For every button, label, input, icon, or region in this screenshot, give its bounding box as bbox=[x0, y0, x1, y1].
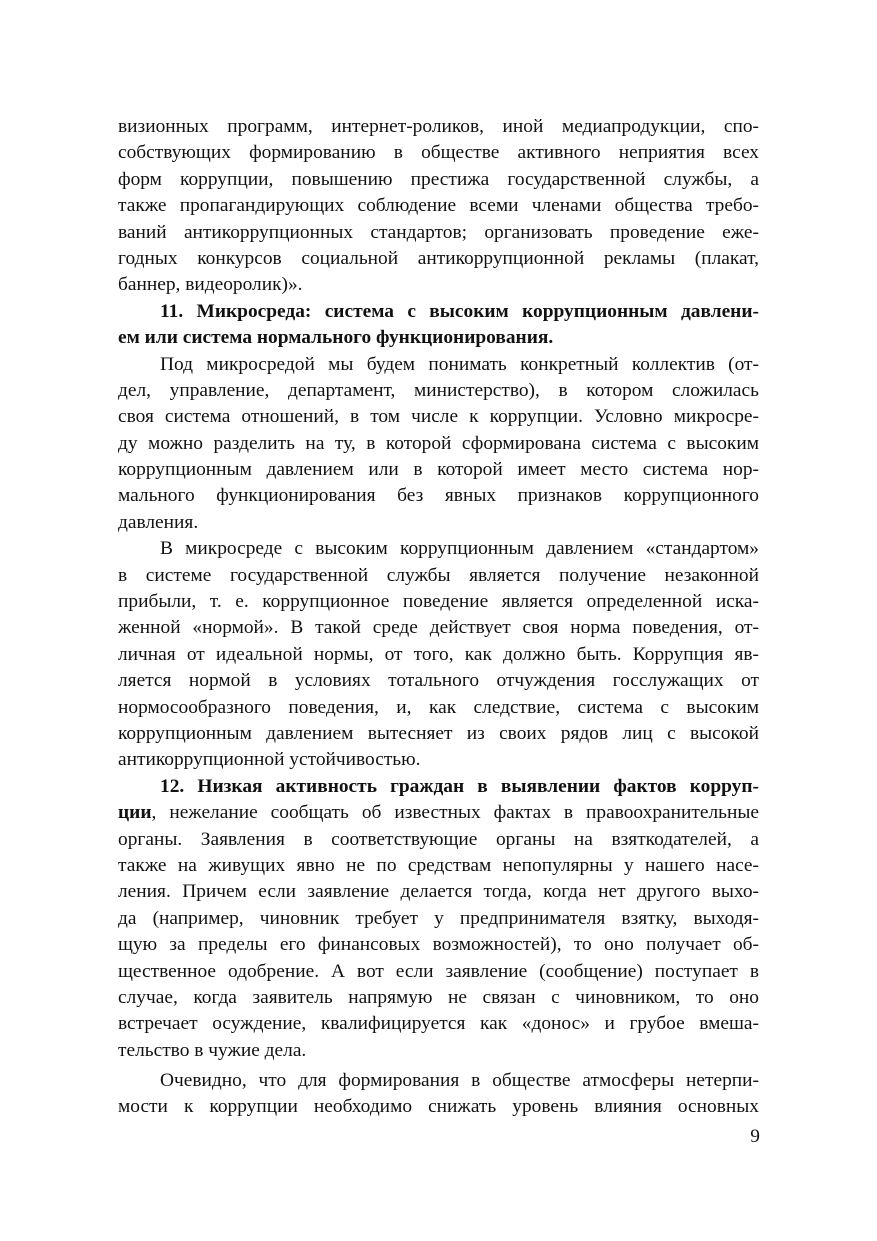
text-line: Очевидно, что для формирования в обществе атмосферы нетерпи- bbox=[160, 1070, 759, 1092]
text-fragment: , нежелание сообщать об известных фактах в правоохранительные bbox=[151, 802, 759, 824]
text-line: собствующих формированию в обществе активного неприятия всех bbox=[118, 142, 759, 164]
text-line: коррупционным давлением или в которой имеет место система нор- bbox=[118, 459, 759, 481]
text-line: давления. bbox=[118, 511, 199, 533]
text-line: щественное одобрение. А вот если заявление (сообщение) поступает в bbox=[118, 960, 759, 982]
heading-line: ем или система нормального функционирования. bbox=[118, 327, 554, 349]
text-line: коррупционным давлением вытесняет из своих рядов лиц с высокой bbox=[118, 722, 759, 744]
page-body bbox=[118, 114, 759, 1121]
text-line: щую за пределы его финансовых возможностей), то оно получает об- bbox=[118, 934, 759, 956]
paragraph-continuation bbox=[118, 114, 759, 299]
text-line: мости к коррупции необходимо снижать уровень влияния основных bbox=[118, 1096, 759, 1118]
paragraph-high-pressure bbox=[118, 536, 759, 774]
text-line: ляется нормой в условиях тотального отчуждения госслужащих от bbox=[118, 670, 759, 692]
text-line: форм коррупции, повышению престижа государственной службы, а bbox=[118, 168, 759, 190]
text-line: Под микросредой мы будем понимать конкретный коллектив (от- bbox=[160, 353, 759, 375]
paragraph-conclusion bbox=[118, 1068, 759, 1121]
text-line: В микросреде с высоким коррупционным давлением «стандартом» bbox=[160, 538, 759, 560]
paragraph-microenvironment bbox=[118, 352, 759, 537]
text-line: да (например, чиновник требует у предпринимателя взятку, выходя- bbox=[118, 907, 759, 929]
text-line: мального функционирования без явных признаков коррупционного bbox=[118, 485, 759, 507]
text-line: также пропагандирующих соблюдение всеми членами общества требо- bbox=[118, 195, 759, 217]
text-line: своя система отношений, в том числе к коррупции. Условно микросре- bbox=[118, 406, 759, 428]
text-line bbox=[118, 800, 759, 826]
section-heading-11 bbox=[118, 299, 759, 352]
paragraph-low-activity bbox=[118, 774, 759, 1064]
text-line: визионных программ, интернет-роликов, иной медиапродукции, спо- bbox=[118, 116, 759, 137]
heading-line: 11. Микросреда: система с высоким коррупционным давлени- bbox=[160, 300, 759, 322]
text-line: годных конкурсов социальной антикоррупционной рекламы (плакат, bbox=[118, 247, 759, 269]
text-line: антикоррупционной устойчивостью. bbox=[118, 749, 421, 771]
text-line: также на живущих явно не по средствам непопулярны у нашего насе- bbox=[118, 854, 759, 876]
text-line: прибыли, т. е. коррупционное поведение является определенной иска- bbox=[118, 591, 759, 613]
text-line: встречает осуждение, квалифицируется как «донос» и грубое вмеша- bbox=[118, 1013, 759, 1035]
text-line: ления. Причем если заявление делается тогда, когда нет другого выхо- bbox=[118, 881, 759, 903]
text-line: ваний антикоррупционных стандартов; организовать проведение еже- bbox=[118, 221, 759, 243]
text-line: дел, управление, департамент, министерство), в котором сложилась bbox=[118, 379, 759, 401]
text-line: нормосообразного поведения, и, как следствие, система с высоким bbox=[118, 696, 759, 718]
heading-line: 12. Низкая активность граждан в выявлении фактов корруп- bbox=[160, 775, 759, 797]
text-line: женной «нормой». В такой среде действует своя норма поведения, от- bbox=[118, 617, 759, 639]
text-line: личная от идеальной нормы, от того, как должно быть. Коррупция яв- bbox=[118, 643, 759, 665]
text-line: органы. Заявления в соответствующие органы на взяткодателей, а bbox=[118, 828, 759, 850]
text-line: в системе государственной службы является получение незаконной bbox=[118, 564, 759, 586]
text-line: тельство в чужие дела. bbox=[118, 1039, 307, 1061]
text-line: случае, когда заявитель напрямую не связан с чиновником, то оно bbox=[118, 986, 759, 1008]
page-number: 9 bbox=[750, 1126, 760, 1147]
text-line: баннер, видеоролик)». bbox=[118, 274, 303, 296]
heading-fragment: ции bbox=[118, 802, 152, 824]
text-line: ду можно разделить на ту, в которой сформирована система с высоким bbox=[118, 432, 759, 454]
